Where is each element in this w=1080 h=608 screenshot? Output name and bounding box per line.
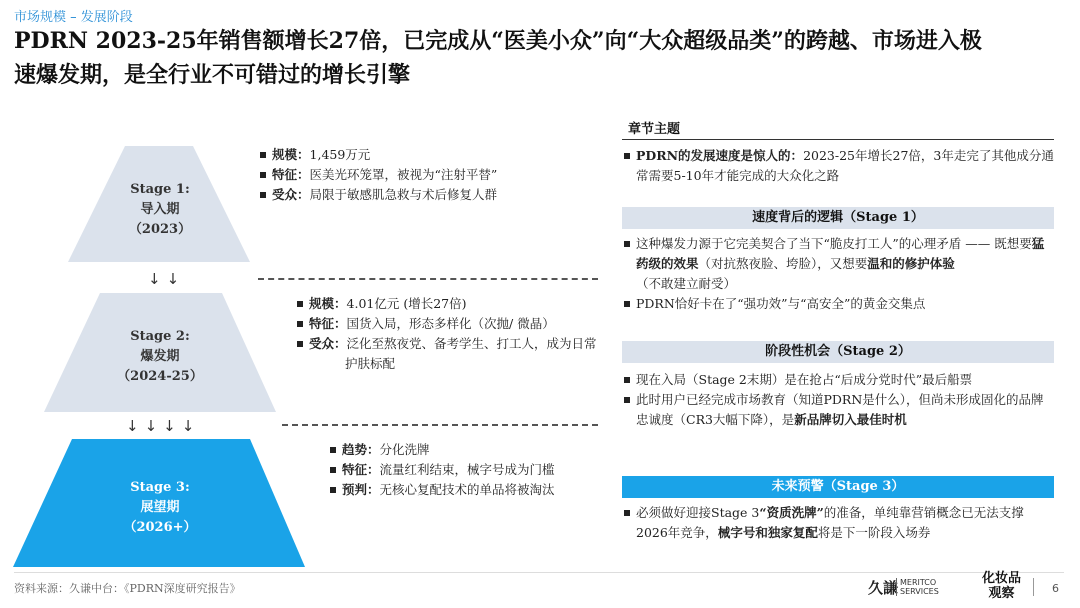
meritco-logo-sub: MERITCO SERVICES xyxy=(896,578,939,596)
stage2-label-block xyxy=(70,327,250,387)
list-item: 特征：医美光环笼罩，被视为“注射平替” xyxy=(260,165,590,185)
dashed-divider-2 xyxy=(282,424,598,426)
list-item: 此时用户已经完成市场教育（知道PDRN是什么），但尚未形成固化的品牌忠诚度（CR3大幅下降），是新品牌切入最佳时机 xyxy=(624,390,1054,430)
stage3-year: （2026+） xyxy=(123,520,197,535)
dashed-divider-1 xyxy=(258,278,598,280)
stage1-label: Stage 1: xyxy=(130,182,190,197)
title-line-1: PDRN 2023-25年销售额增长27倍，已完成从“医美小众”向“大众超级品类”的跨越、市场进入极 xyxy=(14,28,982,54)
logic-list xyxy=(624,234,1054,314)
cosmetics-observer-logo: 化妆品 观察 xyxy=(982,571,1022,601)
section-divider xyxy=(622,139,1054,140)
down-arrows-2: ↓↓↓↓ xyxy=(126,417,201,435)
list-item: PDRN恰好卡在了“强功效”与“高安全”的黄金交集点 xyxy=(624,294,1054,314)
section-title: 章节主题 xyxy=(628,122,681,137)
stage1-label-block xyxy=(95,180,225,240)
stage2-label: Stage 2: xyxy=(130,329,190,344)
stage2-year: （2024-25） xyxy=(117,369,203,384)
warning-list xyxy=(624,503,1054,543)
stage3-name: 展望期 xyxy=(140,500,180,515)
list-item: PDRN的发展速度是惊人的：2023-25年增长27倍，3年走完了其他成分通常需要5-10年才能完成的大众化之路 xyxy=(624,146,1054,186)
stage2-details xyxy=(297,294,597,374)
list-item: 受众：泛化至熬夜党、备考学生、打工人，成为日常护肤标配 xyxy=(297,334,597,374)
band-opportunity: 阶段性机会（Stage 2） xyxy=(622,341,1054,363)
stage3-details xyxy=(330,440,580,500)
intro-list xyxy=(624,146,1054,186)
list-item: 特征：流量红利结束，械字号成为门槛 xyxy=(330,460,580,480)
footer-divider xyxy=(14,572,1064,573)
list-item: 特征：国货入局，形态多样化（次抛/ 微晶） xyxy=(297,314,597,334)
stage1-year: （2023） xyxy=(128,222,192,237)
stage3-label: Stage 3: xyxy=(130,480,190,495)
list-item: 规模：4.01亿元 (增长27倍) xyxy=(297,294,597,314)
band-logic: 速度背后的逻辑（Stage 1） xyxy=(622,207,1054,229)
list-item: 现在入局（Stage 2末期）是在抢占“后成分党时代”最后船票 xyxy=(624,370,1054,390)
stage3-label-block xyxy=(70,478,250,538)
band-warning: 未来预警（Stage 3） xyxy=(622,476,1054,498)
meritco-logo: 久謙 xyxy=(868,579,899,597)
stage2-name: 爆发期 xyxy=(140,349,180,364)
list-item: 受众：局限于敏感肌急救与术后修复人群 xyxy=(260,185,590,205)
title-line-2: 速爆发期，是全行业不可错过的增长引擎 xyxy=(14,62,411,88)
list-item: 趋势：分化洗牌 xyxy=(330,440,580,460)
list-item: 这种爆发力源于它完美契合了当下“脆皮打工人”的心理矛盾 —— 既想要猛药级的效果（对抗熬夜脸、垮脸），又想要温和的修护体验（不敢建立耐受） xyxy=(624,234,1054,294)
list-item: 规模：1,459万元 xyxy=(260,145,590,165)
breadcrumb: 市场规模 – 发展阶段 xyxy=(14,10,133,25)
list-item: 必须做好迎接Stage 3“资质洗牌”的准备，单纯靠营销概念已无法支撑2026年竞争，械字号和独家复配将是下一阶段入场券 xyxy=(624,503,1054,543)
stage1-details xyxy=(260,145,590,205)
opportunity-list xyxy=(624,370,1054,430)
page-number: 6 xyxy=(1052,582,1059,595)
list-item: 预判：无核心复配技术的单品将被淘汰 xyxy=(330,480,580,500)
footer-separator xyxy=(1033,578,1034,596)
stage1-name: 导入期 xyxy=(140,202,180,217)
source-note: 资料来源：久谦中台：《PDRN深度研究报告》 xyxy=(14,582,241,595)
down-arrows-1: ↓↓ xyxy=(148,270,186,288)
